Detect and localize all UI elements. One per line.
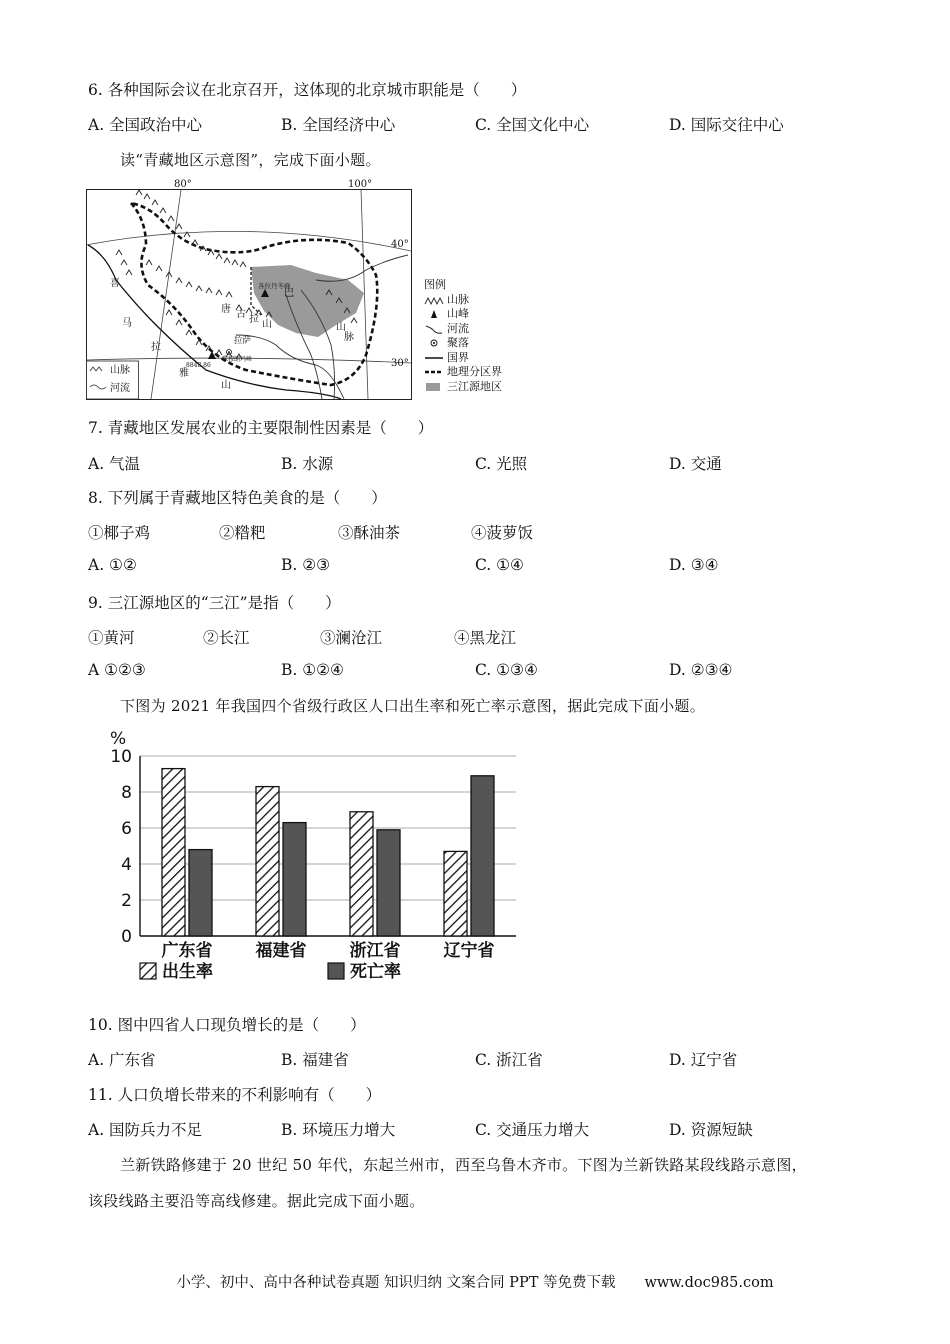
lon-label-100: 100° [348,179,373,190]
q6-option-d[interactable]: D. 国际交往中心 [669,116,784,134]
x-tick-label: 福建省 [255,941,307,961]
q8-item-4: ④菠萝饭 [471,524,534,542]
q9-stem: 9. 三江源地区的“三江”是指（ ） [88,594,341,612]
lat-label-30: 30° [391,358,409,369]
dashed-line-icon [424,367,444,377]
q9-item-4: ④黑龙江 [454,629,517,647]
y-tick-label: 4 [121,855,132,875]
legend-title: 图例 [424,278,446,291]
bar-birth-rate [350,812,373,936]
q11-option-a[interactable]: A. 国防兵力不足 [88,1121,203,1139]
lon-label-80: 80° [174,179,192,190]
q6-option-c[interactable]: C. 全国文化中心 [475,116,590,134]
q6-stem: 6. 各种国际会议在北京召开，这体现的北京城市职能是（ ） [88,81,527,99]
y-tick-label: 2 [121,891,132,911]
q7-option-d[interactable]: D. 交通 [669,455,722,473]
svg-text:山: 山 [262,319,272,330]
legend-label: 死亡率 [350,962,401,982]
svg-text:脉: 脉 [344,332,354,343]
q9-option-b[interactable]: B. ①②④ [281,661,344,679]
legend-item-river: 河流 [424,322,502,337]
x-tick-label: 辽宁省 [443,941,495,961]
bar-death-rate [189,850,212,936]
lat-label-40: 40° [391,239,409,250]
q9-item-1: ①黄河 [88,629,135,647]
q10-option-b[interactable]: B. 福建省 [281,1051,349,1069]
q7-option-b[interactable]: B. 水源 [281,455,334,473]
q10-option-a[interactable]: A. 广东省 [88,1051,156,1069]
svg-text:唐: 唐 [221,304,231,315]
q10-option-d[interactable]: D. 辽宁省 [669,1051,738,1069]
q7-option-a[interactable]: A. 气温 [88,455,141,473]
svg-text:山: 山 [221,380,231,391]
legend-swatch [328,963,344,979]
y-tick-label: 8 [121,783,132,803]
svg-text:雅: 雅 [179,368,189,379]
q11-stem: 11. 人口负增长带来的不利影响有（ ） [88,1086,382,1104]
q11-option-d[interactable]: D. 资源短缺 [669,1121,753,1139]
q11-option-b[interactable]: B. 环境压力增大 [281,1121,396,1139]
q9-option-d[interactable]: D. ②③④ [669,661,733,679]
y-tick-label: 6 [121,819,132,839]
legend-item-peak: 山峰 [424,307,502,322]
svg-text:山: 山 [336,322,346,333]
bar-death-rate [377,830,400,936]
q8-option-c[interactable]: C. ①④ [475,556,524,574]
border-line-icon [424,353,444,363]
q9-option-c[interactable]: C. ①③④ [475,661,538,679]
q9-option-a[interactable]: A ①②③ [88,661,146,679]
svg-text:喜: 喜 [110,278,120,289]
q10-option-c[interactable]: C. 浙江省 [475,1051,543,1069]
q6-option-a[interactable]: A. 全国政治中心 [88,116,203,134]
q10-stem: 10. 图中四省人口现负增长的是（ ） [88,1016,366,1034]
svg-text:拉萨: 拉萨 [234,336,252,346]
q9-item-2: ②长江 [203,629,250,647]
mountain-icon [424,295,444,305]
legend-item-settlement: 聚落 [424,336,502,351]
q11-option-c[interactable]: C. 交通压力增大 [475,1121,590,1139]
x-tick-label: 广东省 [161,941,213,961]
svg-text:各拉丹冬峰: 各拉丹冬峰 [258,282,291,290]
q8-item-1: ①椰子鸡 [88,524,151,542]
legend-label: 出生率 [162,962,213,982]
legend-item-mountain: 山脉 [424,293,502,308]
y-tick-label: 0 [121,927,132,947]
q8-item-3: ③酥油茶 [338,524,401,542]
svg-text:马: 马 [122,318,132,329]
gray-area-icon [424,382,444,392]
legend-item-region-boundary: 地理分区界 [424,365,502,380]
x-tick-label: 浙江省 [349,941,401,961]
page-footer[interactable]: 小学、初中、高中各种试卷真题 知识归纳 文案合同 PPT 等免费下载 www.doc985.com [176,1275,774,1291]
q7-option-c[interactable]: C. 光照 [475,455,528,473]
svg-text:巴: 巴 [284,288,294,299]
map-legend [424,278,502,394]
svg-text:8848.86: 8848.86 [186,362,211,369]
q8-option-a[interactable]: A. ①② [88,556,137,574]
map-intro: 读“青藏地区示意图”，完成下面小题。 [120,151,381,169]
settlement-icon [424,338,444,348]
inset-label-river: 河流 [110,383,130,394]
q7-stem: 7. 青藏地区发展农业的主要限制性因素是（ ） [88,419,434,437]
qinghai-tibet-map [86,179,416,401]
q8-stem: 8. 下列属于青藏地区特色美食的是（ ） [88,489,387,507]
q6-option-b[interactable]: B. 全国经济中心 [281,116,396,134]
q9-item-3: ③澜沧江 [320,629,383,647]
svg-text:拉: 拉 [249,314,259,325]
map-drawing [86,179,416,401]
inset-label-mountain: 山脉 [110,365,130,376]
rail-intro-line-2: 该段线路主要沿等高线修建。据此完成下面小题。 [88,1192,425,1210]
svg-text:古: 古 [236,309,246,320]
q8-option-d[interactable]: D. ③④ [669,556,719,574]
q8-item-2: ②糌粑 [219,524,266,542]
legend-item-sanjiangyuan: 三江源地区 [424,380,502,395]
bar-death-rate [283,823,306,936]
bar-birth-rate [256,787,279,936]
y-axis-unit: % [110,729,127,749]
bar-birth-rate [444,851,467,936]
bar-birth-rate [162,769,185,936]
river-icon [424,324,444,334]
legend-swatch [140,963,156,979]
rail-intro-line-1: 兰新铁路修建于 20 世纪 50 年代，东起兰州市，西至乌鲁木齐市。下图为兰新铁路某段线路示意图， [120,1156,807,1174]
svg-text:拉: 拉 [151,342,161,353]
bar-chart [88,724,528,999]
legend-item-border: 国界 [424,351,502,366]
y-tick-label: 10 [110,747,132,767]
population-rate-chart [88,724,528,999]
bar-death-rate [471,776,494,936]
svg-text:珠穆朗玛峰: 珠穆朗玛峰 [222,356,253,363]
chart-intro: 下图为 2021 年我国四个省级行政区人口出生率和死亡率示意图，据此完成下面小题。 [120,697,706,715]
q8-option-b[interactable]: B. ②③ [281,556,331,574]
peak-icon [424,309,444,319]
